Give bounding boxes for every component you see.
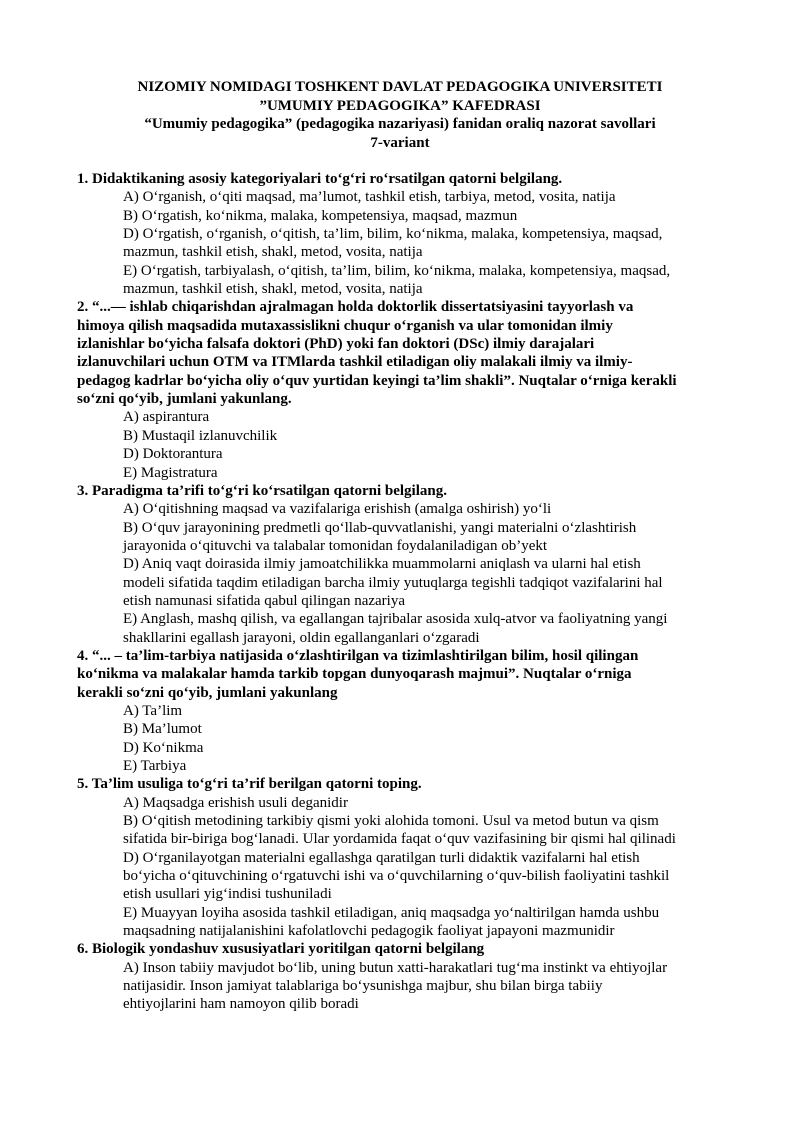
answer-option [77, 408, 737, 426]
answer-option-line: sifatida bir-biriga bog‘lanadi. Ular yordamida faqat o‘quv vazifasining bir qismi hal qilinadi [123, 831, 676, 848]
answer-option [77, 757, 737, 775]
question-text-line: pedagog kadrlar bo‘yicha oliy o‘quv yurtidan keyingi ta’lim shakli”. Nuqtalar o‘rniga kerakli [77, 372, 677, 389]
question-text-line: so‘zni qo‘yib, jumlani yakunlang. [77, 391, 292, 408]
answer-option-line: B) O‘quv jarayonining predmetli qo‘llab-quvvatlanishi, yangi materialni o‘zlashtirish [123, 519, 637, 536]
answer-option-line: A) Ta’lim [123, 702, 183, 719]
answer-option [77, 610, 737, 647]
question-block [77, 775, 737, 940]
answer-option [77, 794, 737, 812]
question-text-line: izlanuvchilari uchun OTM va ITMlarda tashkil etiladigan oliy malakali ilmiy va ilmiy- [77, 354, 633, 371]
answer-option-line: E) Tarbiya [123, 758, 187, 774]
answer-option [77, 904, 737, 941]
answer-option-line: A) Maqsadga erishish usuli deganidir [123, 794, 348, 811]
answer-option-line: mazmun, tashkil etish, shakl, metod, vosita, natija [123, 281, 423, 298]
answer-option-line: mazmun, tashkil etish, shakl, metod, vosita, natija [123, 244, 423, 261]
answer-option-line: bo‘yicha o‘qituvchining o‘rgatuvchi ishi va o‘quvchilarning o‘quv-bilish faoliyatini tashkil [123, 868, 670, 885]
answer-option-line: natijasidir. Inson jamiyat talablariga bo‘ysunishga majbur, shu bilan birga tabiiy [123, 978, 603, 995]
question-text-line: izlanishlar bo‘yicha falsafa doktori (PhD) yoki fan doktori (DSc) ilmiy darajalari [77, 336, 595, 353]
answer-option [77, 445, 737, 463]
answer-option [77, 519, 737, 556]
question-text-line: himoya qilish maqsadida mutaxassislikni chuqur o‘rganish va ular tomonidan ilmiy [77, 317, 613, 334]
university-name: NIZOMIY NOMIDAGI TOSHKENT DAVLAT PEDAGOGIKA UNIVERSITETI [137, 79, 663, 95]
department-name: ”UMUMIY PEDAGOGIKA” KAFEDRASI [259, 97, 541, 114]
answer-option [77, 720, 737, 738]
question-block [77, 170, 737, 298]
answer-option-line: modeli sifatida taqdim etiladigan barcha ilmiy yutuqlarga tegishli tadqiqot vazifalarini hal [123, 574, 663, 591]
question-block [77, 482, 737, 647]
variant-label: 7-variant [370, 134, 430, 151]
answer-option [77, 262, 737, 299]
answer-option [77, 207, 737, 225]
answer-option-line: E) O‘rgatish, tarbiyalash, o‘qitish, ta’lim, bilim, ko‘nikma, malaka, kompetensiya, maqsad, [123, 262, 671, 279]
question-text-line: 1. Didaktikaning asosiy kategoriyalari to‘g‘ri ro‘rsatilgan qatorni belgilang. [77, 171, 563, 187]
answer-option-line: jarayonida o‘qituvchi va talabalar tomonidan foydalaniladigan ob’yekt [123, 537, 548, 554]
answer-option-line: B) Mustaqil izlanuvchilik [123, 427, 278, 444]
questions-list [77, 170, 737, 1014]
answer-option-line: D) O‘rgatish, o‘rganish, o‘qitish, ta’lim, bilim, ko‘nikma, malaka, kompetensiya, maqsad, [123, 226, 663, 243]
question-text-line: 3. Paradigma ta’rifi to‘g‘ri ko‘rsatilgan qatorni belgilang. [77, 482, 447, 499]
answer-option-line: A) O‘rganish, o‘qiti maqsad, ma’lumot, tashkil etish, tarbiya, metod, vosita, natija [123, 189, 616, 206]
answer-option-line: E) Magistratura [123, 464, 218, 481]
answer-option-line: E) Muayyan loyiha asosida tashkil etiladigan, aniq maqsadga yo‘naltirilgan hamda ushbu [123, 904, 660, 921]
answer-option-line: etish namunasi sifatida qabul qilingan nazariya [123, 592, 405, 609]
answer-option-line: D) O‘rganilayotgan materialni egallashga qaratilgan turli didaktik vazifalarni hal etish [123, 849, 640, 866]
answer-option [77, 225, 737, 262]
question-block [77, 298, 737, 481]
answer-option [77, 427, 737, 445]
question-text-line: 5. Ta’lim usuliga to‘g‘ri ta’rif berilgan qatorni toping. [77, 776, 422, 793]
question-block [77, 940, 737, 1013]
answer-option-line: E) Anglash, mashq qilish, va egallangan tajribalar asosida xulq-atvor va faoliyatning yangi [123, 611, 668, 628]
answer-option [77, 464, 737, 482]
question-text-line: 4. “... – ta’lim-tarbiya natijasida o‘zlashtirilgan va tizimlashtirilgan bilim, hosil qilingan [77, 647, 639, 664]
answer-option-line: ehtiyojlarini ham namoyon qilib boradi [123, 996, 359, 1013]
answer-option-line: D) Aniq vaqt doirasida ilmiy jamoatchilikka muammolarni aniqlash va ularni hal etish [123, 556, 641, 573]
document-header [0, 78, 800, 152]
answer-option [77, 959, 737, 1014]
question-text-line: 2. “...— ishlab chiqarishdan ajralmagan holda doktorlik dissertatsiyasini tayyorlash va [77, 299, 634, 316]
answer-option-line: A) Inson tabiiy mavjudot bo‘lib, uning butun xatti-harakatlari tug‘ma instinkt va ehtiyojlar [123, 959, 668, 976]
question-text-line: kerakli so‘zni qo‘yib, jumlani yakunlang [77, 684, 338, 701]
answer-option-line: A) O‘qitishning maqsad va vazifalariga erishish (amalga oshirish) yo‘li [123, 501, 552, 518]
question-text-line: 6. Biologik yondashuv xususiyatlari yoritilgan qatorni belgilang [77, 941, 485, 958]
answer-option-line: B) O‘rgatish, ko‘nikma, malaka, kompetensiya, maqsad, mazmun [123, 207, 518, 224]
exam-subject: “Umumiy pedagogika” (pedagogika nazariyasi) fanidan oraliq nazorat savollari [144, 116, 656, 132]
answer-option [77, 555, 737, 610]
answer-option-line: D) Ko‘nikma [123, 739, 204, 756]
answer-option [77, 500, 737, 518]
question-text-line: ko‘nikma va malakalar hamda tarkib topgan dunyoqarash majmui”. Nuqtalar o‘rniga [77, 666, 632, 683]
answer-option-line: maqsadning natijalanishini kafolatlovchi pedagogik faoliyat japayoni mazmunidir [123, 923, 615, 940]
answer-option [77, 812, 737, 849]
answer-option-line: shakllarini egallash jarayoni, oldin egallanganlari o‘zgaradi [123, 629, 480, 646]
answer-option [77, 849, 737, 904]
answer-option-line: A) aspirantura [123, 409, 210, 426]
answer-option-line: etish usullari yig‘indisi tushuniladi [123, 886, 332, 903]
question-block [77, 647, 737, 775]
answer-option-line: B) O‘qitish metodining tarkibiy qismi yoki alohida tomoni. Usul va metod butun va qism [123, 813, 659, 830]
answer-option [77, 188, 737, 206]
answer-option [77, 739, 737, 757]
answer-option-line: B) Ma’lumot [123, 721, 202, 738]
answer-option-line: D) Doktorantura [123, 446, 223, 463]
answer-option [77, 702, 737, 720]
